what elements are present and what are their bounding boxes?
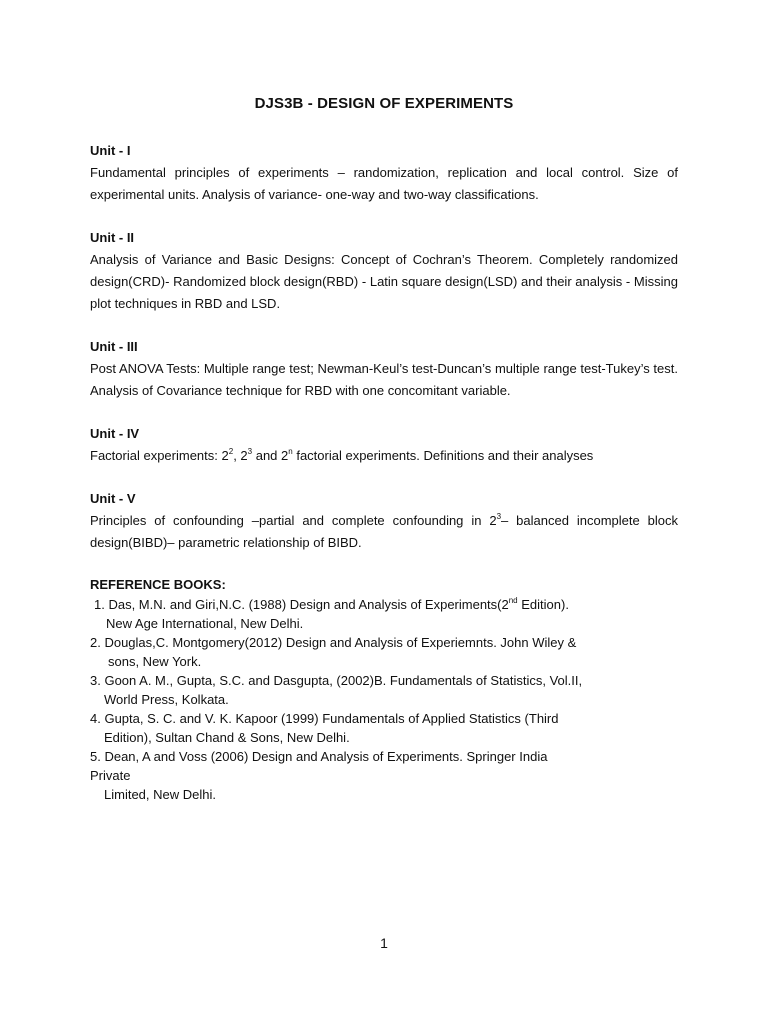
unit-heading: Unit - I (90, 143, 131, 158)
superscript: 3 (247, 447, 253, 456)
text-segment: and 2 (252, 448, 289, 463)
reference-line: 5. Dean, A and Voss (2006) Design and Analysis of Experiments. Springer India Private (90, 749, 548, 783)
reference-line-continued: sons, New York. (108, 654, 202, 669)
unit-2 (90, 227, 678, 315)
reference-line-continued: Limited, New Delhi. (104, 787, 216, 802)
unit-heading: Unit - III (90, 339, 138, 354)
reference-list (90, 595, 678, 804)
reference-line: 2. Douglas,C. Montgomery(2012) Design and Analysis of Experiemnts. John Wiley & (90, 635, 577, 650)
reference-line-continued: World Press, Kolkata. (104, 692, 229, 707)
reference-books (90, 575, 678, 804)
superscript: 3 (496, 512, 502, 521)
reference-line-continued: New Age International, New Delhi. (106, 616, 304, 631)
superscript: n (288, 447, 293, 456)
text-segment: factorial experiments. Definitions and their analyses (292, 448, 594, 463)
reference-item (90, 595, 678, 633)
references-heading: REFERENCE BOOKS: (90, 577, 226, 592)
text-segment: Principles of confounding –partial and complete confounding in 2 (90, 513, 497, 528)
unit-text (90, 445, 678, 467)
text-segment: Edition). (517, 597, 569, 612)
unit-heading: Unit - II (90, 230, 135, 245)
unit-5 (90, 488, 678, 554)
reference-line (94, 597, 569, 612)
unit-text (90, 510, 678, 554)
reference-line-continued: Edition), Sultan Chand & Sons, New Delhi. (104, 730, 350, 745)
document-title: DJS3B - DESIGN OF EXPERIMENTS (254, 95, 514, 112)
unit-heading: Unit - IV (90, 426, 140, 441)
unit-text: Post ANOVA Tests: Multiple range test; Newman-Keul’s test-Duncan’s multiple range test-Tukey’s test. Analysis of Covariance technique for RBD with one concomitant variable. (90, 361, 678, 398)
text-segment: 1. Das, M.N. and Giri,N.C. (1988) Design and Analysis of Experiments(2 (94, 597, 509, 612)
superscript: nd (508, 596, 518, 605)
reference-line: 3. Goon A. M., Gupta, S.C. and Dasgupta, (2002)B. Fundamentals of Statistics, Vol.II, (90, 673, 583, 688)
superscript: 2 (228, 447, 234, 456)
document-content (90, 140, 678, 804)
reference-item (90, 709, 580, 747)
text-segment: – balanced incomplete block design(BIBD)– parametric relationship of BIBD. (90, 513, 678, 550)
unit-4 (90, 423, 678, 467)
reference-item (90, 633, 678, 671)
unit-1 (90, 140, 678, 206)
text-segment: , 2 (233, 448, 248, 463)
unit-3 (90, 336, 678, 402)
page-number: 1 (380, 935, 388, 951)
unit-text: Fundamental principles of experiments – randomization, replication and local control. Size of experimental units. Analysis of variance- one-way and two-way classifications. (90, 165, 678, 202)
unit-text: Analysis of Variance and Basic Designs: Concept of Cochran’s Theorem. Completely randomized design(CRD)- Randomized block design(RBD) - Latin square design(LSD) and their analysis - Missing plot techniques in RBD and LSD. (90, 252, 678, 311)
reference-item (90, 671, 678, 709)
text-segment: Factorial experiments: 2 (90, 448, 229, 463)
reference-item (90, 747, 580, 804)
reference-line: 4. Gupta, S. C. and V. K. Kapoor (1999) Fundamentals of Applied Statistics (Third (90, 711, 559, 726)
unit-heading: Unit - V (90, 491, 136, 506)
